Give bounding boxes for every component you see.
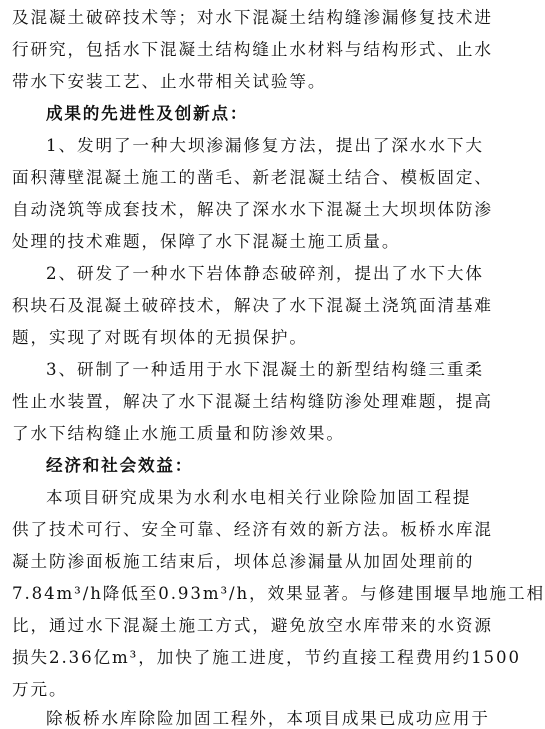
text-line: 凝土防渗面板施工结束后，坝体总渗漏量从加固处理前的	[12, 552, 475, 571]
text-line: 题，实现了对既有坝体的无损保护。	[12, 328, 308, 347]
text-line: 处理的技术难题，保障了水下混凝土施工质量。	[12, 232, 401, 251]
text-line: 性止水装置，解决了水下混凝土结构缝防渗处理难题，提高	[12, 392, 493, 411]
text-line: 1、发明了一种大坝渗漏修复方法，提出了深水水下大	[46, 136, 484, 155]
text-line: 万元。	[12, 680, 68, 699]
text-line: 3、研制了一种适用于水下混凝土的新型结构缝三重柔	[46, 360, 484, 379]
text-line: 比，通过水下混凝土施工方式，避免放空水库带来的水资源	[12, 616, 493, 635]
text-line: 面积薄壁混凝土施工的凿毛、新老混凝土结合、模板固定、	[12, 168, 493, 187]
text-line: 7.84m³/h降低至0.93m³/h，效果显著。与修建围堰旱地施工相	[12, 584, 545, 603]
text-line: 积块石及混凝土破碎技术，解决了水下混凝土浇筑面清基难	[12, 296, 493, 315]
section-heading-benefits: 经济和社会效益：	[46, 456, 194, 475]
text-line: 供了技术可行、安全可靠、经济有效的新方法。板桥水库混	[12, 520, 493, 539]
text-line: 自动浇筑等成套技术，解决了深水水下混凝土大坝坝体防渗	[12, 200, 493, 219]
text-line: 损失2.36亿m³，加快了施工进度，节约直接工程费用约1500	[12, 648, 521, 667]
text-line: 2、研发了一种水下岩体静态破碎剂，提出了水下大体	[46, 264, 484, 283]
text-line: 除板桥水库除险加固工程外，本项目成果已成功应用于	[46, 709, 490, 728]
text-line: 本项目研究成果为水利水电相关行业除险加固工程提	[46, 488, 472, 507]
section-heading-innovation: 成果的先进性及创新点：	[46, 104, 249, 123]
text-line: 行研究，包括水下混凝土结构缝止水材料与结构形式、止水	[12, 40, 493, 59]
text-line: 及混凝土破碎技术等；对水下混凝土结构缝渗漏修复技术进	[12, 8, 493, 27]
text-line: 了水下结构缝止水施工质量和防渗效果。	[12, 424, 345, 443]
text-line: 带水下安装工艺、止水带相关试验等。	[12, 72, 327, 91]
